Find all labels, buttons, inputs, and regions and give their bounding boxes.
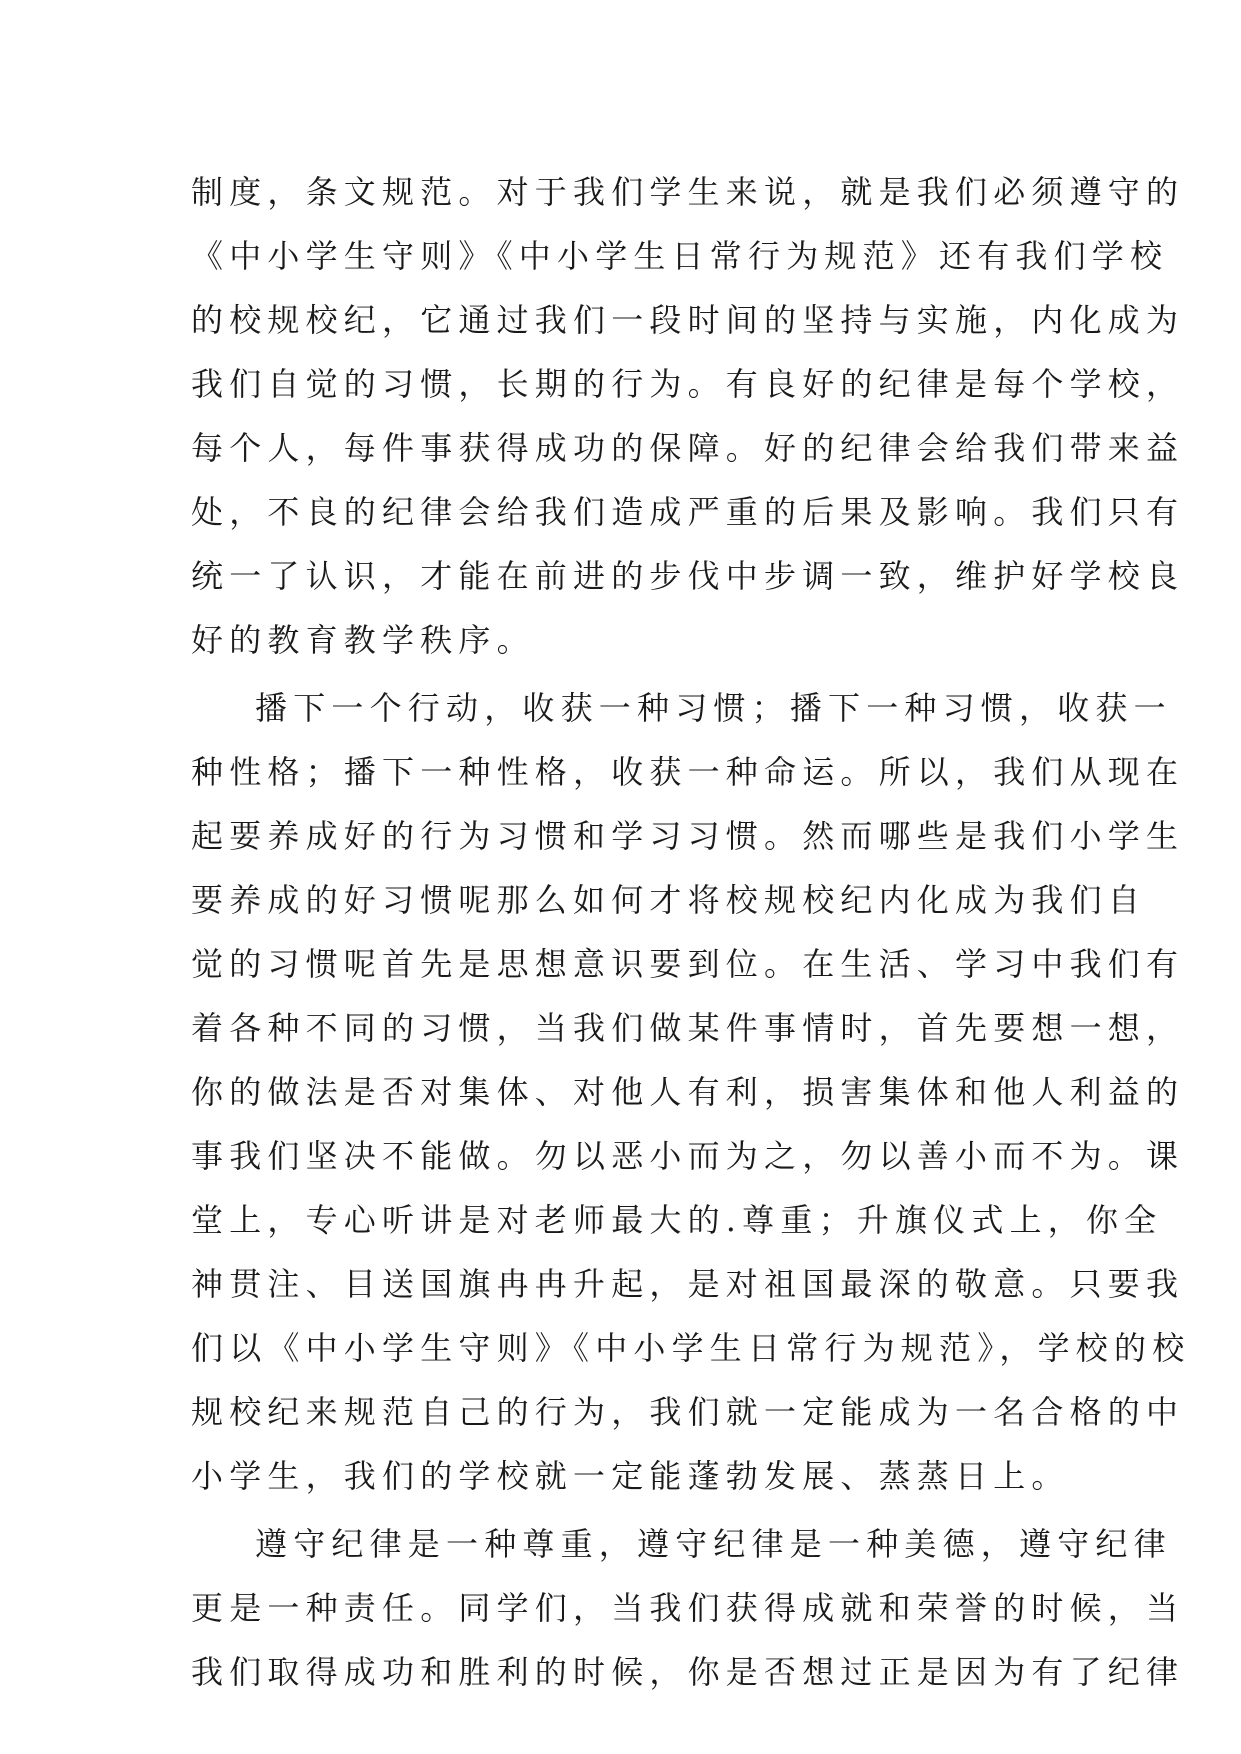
paragraph-1-line-2: 《中小学生守则》《中小学生日常行为规范》还有我们学校 (191, 237, 1169, 275)
paragraph-2-line-11: 们以《中小学生守则》《中小学生日常行为规范》，学校的校 (191, 1329, 1191, 1367)
paragraph-2-line-6: 着各种不同的习惯，当我们做某件事情时，首先要想一想， (191, 1009, 1185, 1047)
paragraph-2-line-13: 小学生，我们的学校就一定能蓬勃发展、蒸蒸日上。 (191, 1457, 1070, 1495)
paragraph-1-line-1: 制度，条文规范。对于我们学生来说，就是我们必须遵守的 (191, 173, 1185, 211)
paragraph-1-line-5: 每个人，每件事获得成功的保障。好的纪律会给我们带来益 (191, 429, 1185, 467)
paragraph-2-line-5: 觉的习惯呢首先是思想意识要到位。在生活、学习中我们有 (191, 945, 1185, 983)
paragraph-2-line-4: 要养成的好习惯呢那么如何才将校规校纪内化成为我们自 (191, 881, 1147, 919)
paragraph-3-line-3: 我们取得成功和胜利的时候，你是否想过正是因为有了纪律 (191, 1653, 1185, 1691)
paragraph-1-line-7: 统一了认识，才能在前进的步伐中步调一致，维护好学校良 (191, 557, 1185, 595)
paragraph-3-line-2: 更是一种责任。同学们，当我们获得成就和荣誉的时候，当 (191, 1589, 1185, 1627)
paragraph-1-line-6: 处，不良的纪律会给我们造成严重的后果及影响。我们只有 (191, 493, 1185, 531)
paragraph-2-line-7: 你的做法是否对集体、对他人有利，损害集体和他人利益的 (191, 1073, 1185, 1111)
paragraph-2-line-12: 规校纪来规范自己的行为，我们就一定能成为一名合格的中 (191, 1393, 1185, 1431)
paragraph-2-line-8: 事我们坚决不能做。勿以恶小而为之，勿以善小而不为。课 (191, 1137, 1185, 1175)
paragraph-2-line-3: 起要养成好的行为习惯和学习习惯。然而哪些是我们小学生 (191, 817, 1185, 855)
paragraph-2-line-9: 堂上，专心听讲是对老师最大的.尊重；升旗仪式上，你全 (191, 1201, 1163, 1239)
paragraph-1-line-3: 的校规校纪，它通过我们一段时间的坚持与实施，内化成为 (191, 301, 1185, 339)
paragraph-2-line-10: 神贯注、目送国旗冉冉升起，是对祖国最深的敬意。只要我 (191, 1265, 1185, 1303)
paragraph-3-line-1: 遵守纪律是一种尊重，遵守纪律是一种美德，遵守纪律 (255, 1525, 1172, 1563)
paragraph-2-line-2: 种性格；播下一种性格，收获一种命运。所以，我们从现在 (191, 753, 1185, 791)
body-text (191, 160, 1191, 1704)
paragraph-1-line-4: 我们自觉的习惯，长期的行为。有良好的纪律是每个学校， (191, 365, 1185, 403)
paragraph-2-line-1: 播下一个行动，收获一种习惯；播下一种习惯，收获一 (255, 689, 1172, 727)
paragraph-1-line-8: 好的教育教学秩序。 (191, 621, 535, 659)
